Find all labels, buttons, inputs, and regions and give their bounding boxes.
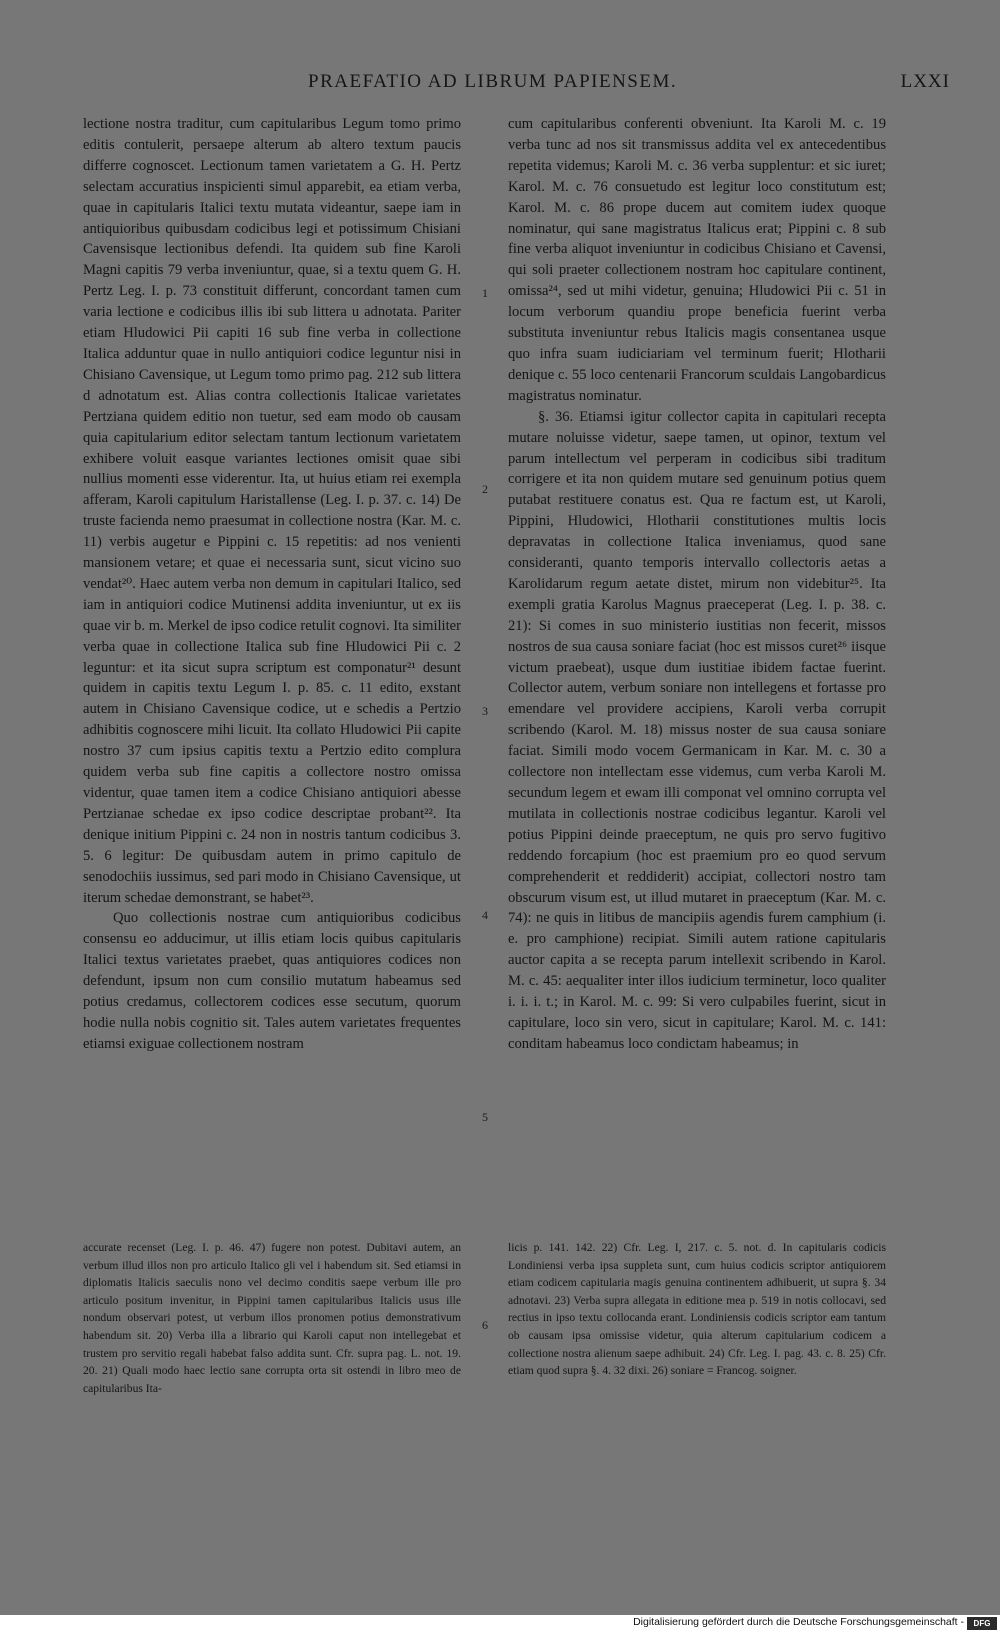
line-marker: 3 — [482, 704, 488, 718]
footnote-text: accurate recenset (Leg. I. p. 46. 47) fugere non potest. Dubitavi autem, an verbum illud illos non pro articulo Italico gli vel i habendum sit. Sed etiamsi in diplomatis Italicis saeculis nono vel decimo conditis saepe verbum ille pro articulo positum invenitur, in Pippini tamen capitularibus Italicis usus ille nondum observari potest, ut verbum illos pronomen potius demonstrativum habendum sit. 20) Verba illa a librario qui Karoli caput non intellegebat et trustem pro servitio regali habebat falso addita sunt. Cfr. supra pag. L. not. 19. 20. 21) Quali modo haec lectio sane corrupta orta sit ostendi in libro meo de capitularibus Ita- — [83, 1241, 461, 1395]
footnotes-left — [83, 1239, 461, 1397]
left-column — [83, 114, 461, 1055]
page-header — [70, 67, 980, 101]
running-title: PRAEFATIO AD LIBRUM PAPIENSEM. — [308, 71, 678, 92]
line-marker: 1 — [482, 286, 488, 300]
line-marker: 4 — [482, 908, 488, 922]
right-paragraph: §. 36. Etiamsi igitur collector capita in capitulari recepta mutare noluisse videtur, saepe tamen, ut opinor, textum vel parum intellectum vel perperam in codicibus sibi traditum corrigere et ita non quidem mutare sed genuinum potius quem putabat restituere conatus est. Qua re factum est, ut Karoli, Pippini, Hludowici, Hlotharii constitutiones multis locis depravatas in collectione Italica inveniamus, quod sane consideranti, quanto temporis intervallo collectoris aetas a Karolidarum regum aetate distet, mirum non videbitur²⁵. Ita exempli gratia Karolus Magnus praeceperat (Leg. I. p. 38. c. 21): Si comes in suo ministerio iustitias non fecerit, missos nostros de sua causa soniare faciat (hoc est missos curet²⁶ iisque victum praebeat), usque dum iustitiae ibidem factae fuerint. Collector autem, verbum soniare non intellegens et fortasse pro emendare vel providere accipiens, Karoli verba corrupit scribendo (Karol. M. 18) missus noster de sua causa soniare faciat. Simili modo vocem Germanicam in Kar. M. c. 30 a collectore non intellectam esse videmus, cum verba Karoli M. secundum legem et ewam illi componat vel omnino corrupta vel mutilata in collectionis nostrae codicibus legantur. Karoli vel potius Pippini deinde praeceptum, ne quis pro servo fugitivo reddendo forcapium (hoc est praemium pro eo quod servum comprehenderit et reddiderit) accipiat, collectori nostro tam obscurum visum est, ut illud mutaret in praeceptum (Kar. M. c. 74): ne quis in litibus de mancipiis agendis furem camphium (i. e. pro camphione) recipiat. Simili autem ratione capitularis auctor capita a se recepta parum intellexit scribendo in Karol. M. c. 45: aequaliter inter illos iudicium terminetur, loco qualiter i. i. i. t.; in Karol. M. c. 99: Si vero culpabiles fuerint, sicut in capitulare, loco sin vero, sicut in capitulare; Karol. M. c. 141: conditam habeamus loco condictam habeamus; in — [508, 408, 886, 1052]
right-column — [508, 114, 886, 1055]
line-marker: 6 — [482, 1318, 488, 1332]
footnotes-right — [508, 1239, 886, 1380]
line-marker: 2 — [482, 482, 488, 496]
funding-credit: Digitalisierung gefördert durch die Deutsche Forschungsgemeinschaft - — [633, 1616, 964, 1628]
footnote-text: licis p. 141. 142. 22) Cfr. Leg. I, 217. c. 5. not. d. In capitularis codicis Londiniensi verba ipsa suppleta sunt, cum huius codicis scriptor antiquiorem etiam codicem capitularia magis genuina continentem adhibuerit, ut supra §. 34 adnotavi. 23) Verba supra allegata in editione mea p. 519 in notis collocavi, sed rectius in ipso textu collocanda erant. Londiniensis codicis scriptor eam tantum ob causam ipsa omissise videtur, quia alterum capitularium codicem a collectione nostra alienum saepe adhibuit. 24) Cfr. Leg. I. pag. 43. c. 8. 25) Cfr. etiam quod supra §. 4. 32 dixi. 26) soniare = Francog. soigner. — [508, 1241, 886, 1378]
right-paragraph: cum capitularibus conferenti obveniunt. Ita Karoli M. c. 19 verba tunc ad nos sit transmissus addita vel ex antecedentibus repetita videmus; Karoli M. c. 36 verba supplentur: et sic iuret; Karol. M. c. 76 consuetudo est legitur loco constitutum est; Karol. M. c. 86 prope ducem aut comitem iudex quoque nominatur, qui sane magistratus Italicus erat; Pippini c. 8 sub fine verba aliquot inveniuntur in codicibus Chisiano et Cavensi, qui soli praeter collectionem nostram hoc capitulare continent, omissa²⁴, sed ut mihi videtur, genuina; Hludowici Pii c. 51 in locum verborum quandiu prope beneficia fuerint verba substituta inveniuntur rebus Italicis magis consentanea usque quo infra suam iudiciariam vel terminum fuerit; Hlotharii denique c. 55 loco centenarii Francorum sculdais Langobardicus magistratus nominatur. — [508, 116, 886, 404]
left-paragraph: lectione nostra traditur, cum capitularibus Legum tomo primo editis contulerit, persaepe alterum ab altero textum paucis differre cognoscet. Lectionum tamen varietatem a G. H. Pertz selectam accuratius inspicienti simul apparebit, ea etiam verba, quae in capitularis Italici textu mutata videantur, saepe iam in antiquioribus quibusdam codicibus legi et potissimum Chisiani Cavensisque lectionibus defendi. Ita quidem sub fine Karoli Magni capitis 79 verba inveniuntur, quae, si a textu quem G. H. Pertz Leg. I. p. 73 constituit differunt, concordant tamen cum varia lectione e codicibus illis ibi sub littera u adnotata. Pariter etiam Hludowici Pii capiti 16 sub fine verba in collectione Italica adduntur quae in nullo antiquiori codice leguntur nisi in Chisiano Cavensique, ut Legum tomo primo pag. 212 sub littera d adnotatum est. Alias contra collectionis Italicae varietates Pertziana quidem editio non tuetur, sed eam modo ob causam quia capitularium editor selectam tantum lectionum varietatem exhibere voluit easque variantes lectiones omisit quae sibi nullius momenti esse viderentur. Ita, ut huius etiam rei exempla afferam, Karoli capitulum Haristallense (Leg. I. p. 37. c. 14) De truste facienda nemo praesumat in collectione nostra (Kar. M. c. 11) verbis augetur e Pippini c. 15 repetitis: ad nos venienti mansionem vetare; et quae ei necessaria sunt, sicut vicino suo vendat²⁰. Haec autem verba non demum in capitulari Italico, sed iam in antiquiori codice Mutinensi addita inveniuntur, ut ex iis quae vir b. m. Merkel de ipso codice retulit cognovi. Ita similiter verba quae in collectione Italica sub fine Hludowici Pii c. 2 leguntur: et ita sicut supra scriptum est componatur²¹ desunt quidem in capitis textu Legum I. p. 85. c. 11 edito, exstant autem in Chisiano Cavensique codice, ut e schedis a Pertzio adhibitis cognoscere mihi licuit. Ita collato Hludowici Pii capite nostro 37 cum ipsius capitis textu a Pertzio edito complura quidem verba sub fine capitis a collectore nostro omissa videntur, quae tamen item a codice Chisiano antiquiori abesse Pertzianae schedae ex ipso codice descriptae probant²². Ita denique initium Pippini c. 24 non in nostris tantum codicibus 3. 5. 6 legitur: De quibusdam autem in primo capitulo de senodochiis iussimus, sed pari modo in Chisiano Cavensique, ut iterum schedae demonstrant, se habet²³. — [83, 116, 461, 906]
dfg-logo-icon: DFG — [967, 1617, 997, 1630]
left-paragraph: Quo collectionis nostrae cum antiquioribus codicibus consensu eo adducimur, ut illis etiam locis quibus capitularis Italici textus varietates praebet, quas antiquiores codices non defendunt, ipsum non cum consilio mutatum habeamus sed potius credamus, collectorem codices esse secutum, quorum hodie nulla nobis cognitio sit. Tales autem varietates frequentes etiamsi exiguae collectionem nostram — [83, 910, 461, 1052]
digitization-footer — [0, 1615, 1000, 1632]
line-marker-gutter — [472, 0, 498, 1615]
page-number: LXXI — [900, 71, 950, 92]
line-marker: 5 — [482, 1110, 488, 1124]
